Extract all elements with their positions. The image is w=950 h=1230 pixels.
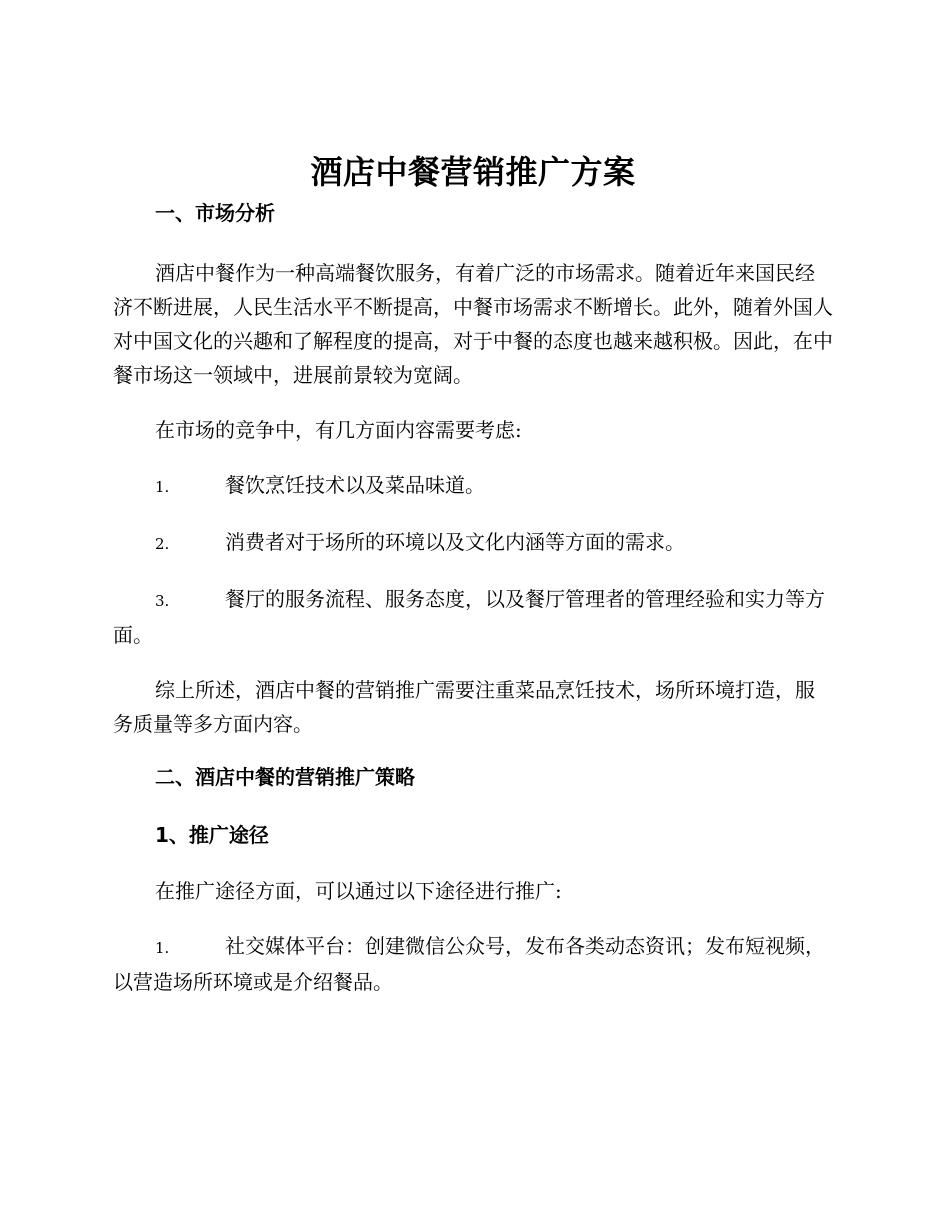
list-number: 3. xyxy=(155,592,170,610)
subsection-heading-channels: 1、推广途径 xyxy=(155,823,269,847)
list-text: 餐饮烹饪技术以及菜品味道。 xyxy=(225,473,485,497)
document-content xyxy=(113,150,833,1020)
list-number: 2. xyxy=(155,535,170,553)
list-item xyxy=(113,929,833,999)
section-heading-strategy: 二、酒店中餐的营销推广策略 xyxy=(155,765,415,789)
section-heading-market-analysis: 一、市场分析 xyxy=(155,201,275,225)
paragraph-channels-intro: 在推广途径方面，可以通过以下途径进行推广: xyxy=(155,879,562,903)
list-text: 餐厅的服务流程、服务态度，以及餐厅管理者的管理经验和实力等方面。 xyxy=(113,587,825,647)
list-text: 消费者对于场所的环境以及文化内涵等方面的需求。 xyxy=(225,530,685,554)
paragraph-summary: 综上所述，酒店中餐的营销推广需要注重菜品烹饪技术，场所环境打造，服务质量等多方面内容。 xyxy=(113,678,815,736)
list-item xyxy=(113,468,833,504)
document-title: 酒店中餐营销推广方案 xyxy=(310,153,636,191)
list-text: 社交媒体平台：创建微信公众号，发布各类动态资讯；发布短视频，以营造场所环境或是介绍餐品。 xyxy=(113,934,825,994)
list-item xyxy=(113,525,833,561)
paragraph-market-overview: 酒店中餐作为一种高端餐饮服务，有着广泛的市场需求。随着近年来国民经济不断进展，人民生活水平不断提高，中餐市场需求不断增长。此外，随着外国人对中国文化的兴趣和了解程度的提高，对于中餐的态度也越来越积极。因此，在中餐市场这一领域中，进展前景较为宽阔。 xyxy=(113,261,833,387)
paragraph-competition-intro: 在市场的竞争中，有几方面内容需要考虑: xyxy=(155,418,522,442)
list-number: 1. xyxy=(155,478,170,496)
list-number: 1. xyxy=(155,939,170,957)
list-item xyxy=(113,582,833,652)
